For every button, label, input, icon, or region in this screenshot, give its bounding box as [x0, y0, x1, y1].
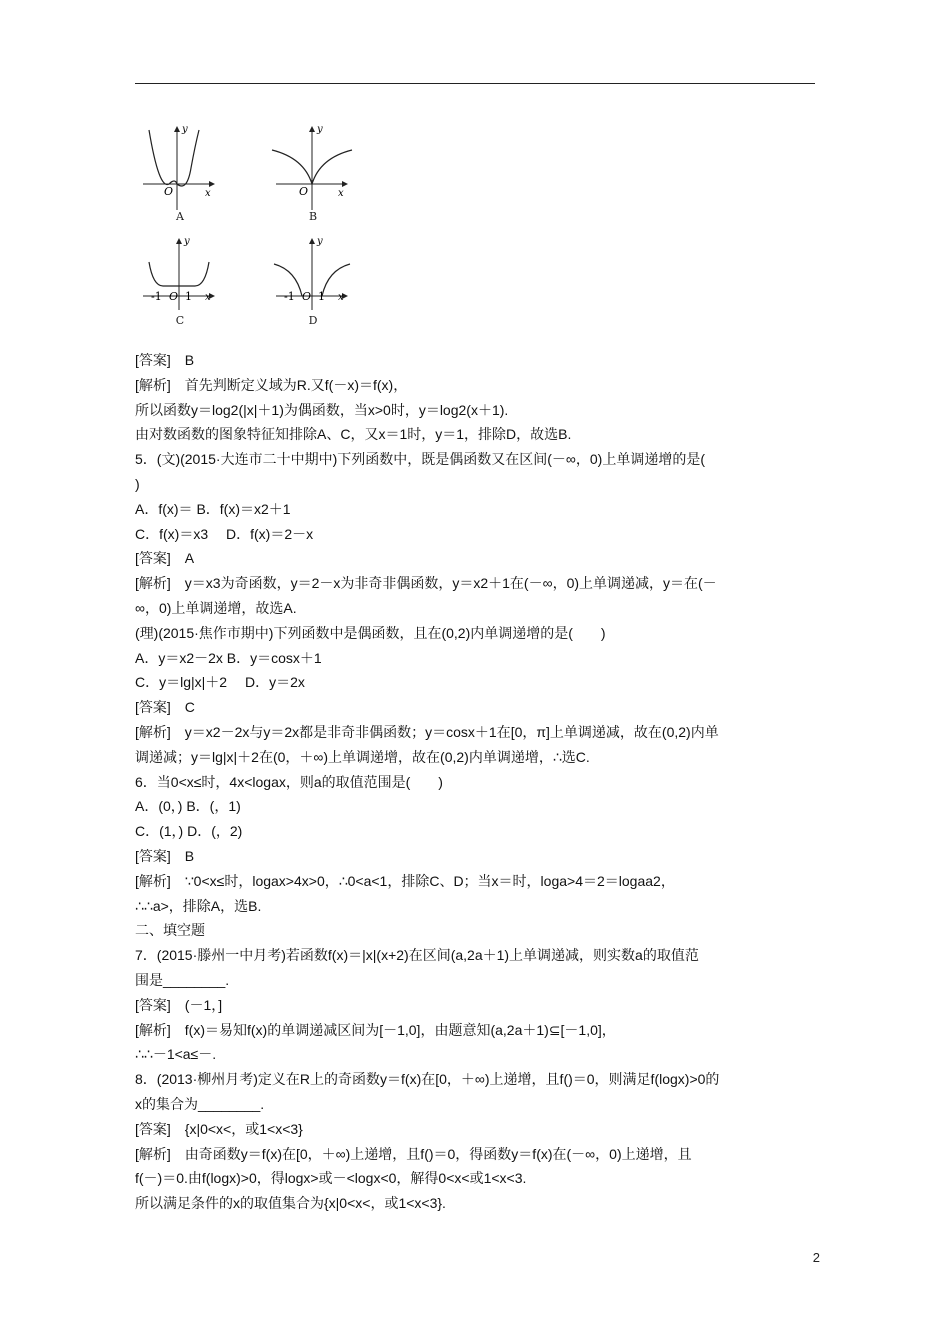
text-line: 调递减；y＝lg|x|＋2在(0，＋∞)上单调递增，故在(0,2)内单调递增，∴选C.: [135, 748, 590, 765]
text-line: 由对数函数的图象特征知排除A、C，又x＝1时，y＝1，排除D，故选B.: [135, 426, 572, 443]
text-line: [解析] 由奇函数y＝f(x)在[0，＋∞)上递增，且f()＝0，得函数y＝f(x)在(－∞，0)上递增，且: [135, 1145, 692, 1162]
graph-c-caption: C: [175, 314, 185, 327]
text-line: [答案] B: [135, 352, 195, 368]
text-line: ∴∴a>，排除A，选B.: [135, 897, 262, 914]
text-line: ∞，0)上单调递增，故选A.: [135, 599, 297, 616]
text-line: [答案] {x|0<x<，或1<x<3}: [135, 1120, 303, 1137]
text-line: [答案] C: [135, 699, 195, 716]
body-text: [135, 348, 815, 1216]
graph-b-y-label: y: [317, 124, 323, 135]
graph-d-tick-left: -1: [284, 290, 295, 303]
text-line: 所以函数y＝log2(|x|＋1)为偶函数，当x>0时，y＝log2(x＋1).: [135, 401, 509, 418]
page-number: 2: [812, 1250, 820, 1265]
text-line: ): [135, 475, 140, 492]
graph-b-plot: [268, 118, 358, 213]
graph-c-tick-right: 1: [185, 290, 192, 303]
graph-a-x-label: x: [205, 188, 211, 199]
text-line: 7．(2015·滕州一中月考)若函数f(x)＝|x|(x+2)在区间(a,2a＋1)上单调递减，则实数a的取值范: [135, 947, 699, 964]
header-rule: [135, 83, 815, 84]
graph-b-x-label: x: [338, 188, 344, 199]
graph-c: [135, 232, 225, 332]
graph-d-caption: D: [308, 314, 318, 327]
text-line: [解析] y＝x3为奇函数，y＝2－x为非奇非偶函数，y＝x2＋1在(－∞，0)上单调递减，y＝在(－: [135, 575, 717, 592]
text-line: x的集合为________.: [135, 1095, 265, 1112]
graph-c-tick-left: -1: [151, 290, 162, 303]
graph-c-y-label: y: [184, 236, 190, 247]
graph-b: [268, 118, 358, 233]
text-line: 围是________.: [135, 971, 230, 988]
text-line: C．y＝lg|x|＋2 D．y＝2x: [135, 674, 305, 691]
text-line: 6．当0<x≤时，4x<logax，则a的取值范围是( ): [135, 773, 443, 790]
text-line: [解析] 首先判断定义域为R.又f(－x)＝f(x)，: [135, 376, 408, 393]
graph-a-origin-label: O: [164, 185, 174, 198]
graph-b-origin-label: O: [299, 185, 309, 198]
graph-d-plot: [268, 232, 358, 312]
graph-a-caption: A: [176, 210, 184, 223]
graph-d-origin-label: O: [302, 290, 312, 303]
text-line: 8．(2013·柳州月考)定义在R上的奇函数y＝f(x)在[0，＋∞)上递增，且f()＝0，则满足f(logx)>0的: [135, 1071, 720, 1088]
graph-c-plot: [135, 232, 225, 312]
graph-d-x-label: x: [338, 292, 344, 303]
graph-b-caption: B: [308, 210, 318, 223]
text-line: C．f(x)＝x3 D．f(x)＝2－x: [135, 525, 314, 542]
text-line: [答案] A: [135, 550, 195, 567]
text-line: 所以满足条件的x的取值集合为{x|0<x<，或1<x<3}.: [135, 1195, 446, 1212]
text-line: [答案] (－1，]: [135, 996, 223, 1013]
graph-c-x-label: x: [205, 292, 211, 303]
text-line: A．(0，) B．(，1): [135, 798, 241, 815]
text-line: A．y＝x2－2x B．y＝cosx＋1: [135, 649, 322, 666]
text-line: A．f(x)＝ B．f(x)＝x2＋1: [135, 500, 291, 517]
graph-a-y-label: y: [182, 124, 188, 135]
graph-d-tick-right: 1: [318, 290, 325, 303]
graph-a-plot: [135, 118, 225, 213]
text-line: ∴∴－1<a≤－.: [135, 1046, 217, 1063]
text-line: [解析] y＝x2－2x与y＝2x都是非奇非偶函数；y＝cosx＋1在[0，π]上单调递减，故在(0,2)内单: [135, 723, 719, 740]
text-line: [解析] ∵0<x≤时，logax>4x>0，∴0<a<1，排除C、D；当x＝时，loga>4＝2＝logaa2，: [135, 872, 675, 889]
text-line: (理)(2015·焦作市期中)下列函数中是偶函数，且在(0,2)内单调递增的是( ): [135, 624, 606, 641]
graph-d: [268, 232, 358, 332]
graph-c-origin-label: O: [169, 290, 179, 303]
text-line: [解析] f(x)＝易知f(x)的单调递减区间为[－1,0]，由题意知(a,2a＋1)⊆[－1,0]，: [135, 1021, 616, 1038]
text-line: 5．(文)(2015·大连市二十中期中)下列函数中，既是偶函数又在区间(－∞，0)上单调递增的是(: [135, 451, 705, 468]
text-line: [答案] B: [135, 847, 195, 864]
graph-d-y-label: y: [317, 236, 323, 247]
text-line: C．(1，) D．(，2): [135, 823, 243, 840]
text-line: f(－)＝0.由f(logx)>0，得logx>或－<logx<0，解得0<x<或1<x<3.: [135, 1170, 527, 1187]
text-line: 二、填空题: [135, 922, 205, 939]
graph-a: [135, 118, 225, 233]
